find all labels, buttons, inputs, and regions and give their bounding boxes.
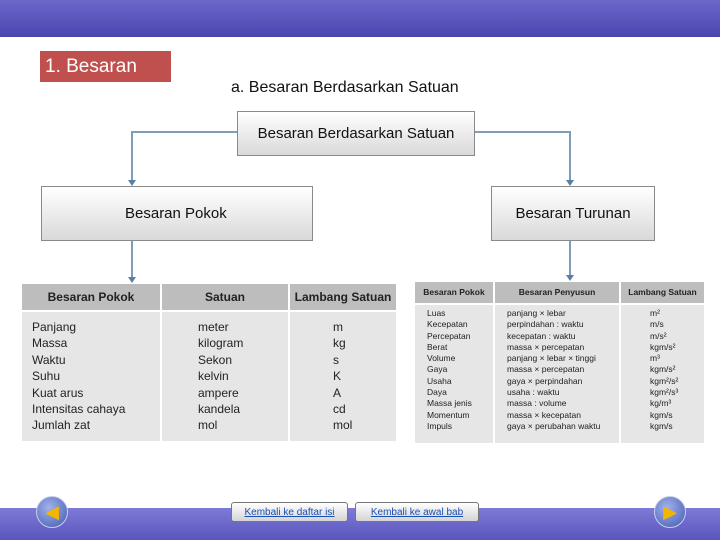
connector-pokok-table xyxy=(131,241,133,278)
top-bar xyxy=(0,0,720,37)
table-header-cell: Besaran Pokok xyxy=(47,290,135,304)
connector-root-right xyxy=(475,131,570,133)
connector-right-down xyxy=(569,131,571,181)
connector-left-down xyxy=(131,131,133,181)
table-divider xyxy=(493,282,495,443)
table-column-penyusun: panjang × lebar perpindahan : waktu kecepatan : waktu massa × percepatan panjang × lebar × tinggi massa × percepatan gaya × perpindahan usaha : waktu massa : volume massa × kecepatan gaya × perubahan waktu xyxy=(507,308,601,431)
table-divider xyxy=(288,284,290,441)
toc-link-button[interactable]: Kembali ke daftar isi xyxy=(231,502,348,522)
diagram-node-turunan: Besaran Turunan xyxy=(491,186,655,241)
connector-turunan-table xyxy=(569,241,571,276)
table-besaran-pokok xyxy=(22,284,396,441)
table-column-lambang: m kg s K A cd mol xyxy=(333,320,353,433)
left-arrow-icon: ◀ xyxy=(45,502,59,522)
next-slide-button[interactable] xyxy=(654,496,686,528)
right-arrow-icon: ▶ xyxy=(663,502,677,522)
table-column-besaran: Panjang Massa Waktu Suhu Kuat arus Intensitas cahaya Jumlah zat xyxy=(32,320,126,433)
table-column-besaran: Luas Kecepatan Percepatan Berat Volume Gaya Usaha Daya Massa jenis Momentum Impuls xyxy=(427,308,472,431)
slide-subtitle: a. Besaran Berdasarkan Satuan xyxy=(231,79,459,96)
table-header-cell: Besaran Penyusun xyxy=(518,287,596,297)
table-divider xyxy=(160,284,162,441)
connector-root-left xyxy=(131,131,237,133)
table-besaran-turunan xyxy=(415,282,704,443)
table-header-cell: Satuan xyxy=(204,290,245,304)
table-header-cell: Besaran Pokok xyxy=(423,287,485,297)
diagram-root-node: Besaran Berdasarkan Satuan xyxy=(237,111,475,156)
section-label: 1. Besaran xyxy=(40,51,171,82)
table-column-satuan: meter kilogram Sekon kelvin ampere kandela mol xyxy=(198,320,244,433)
table-header-cell: Lambang Satuan xyxy=(628,287,697,297)
arrow-table-right-icon xyxy=(566,275,574,281)
prev-slide-button[interactable] xyxy=(36,496,68,528)
chapter-start-link-button[interactable]: Kembali ke awal bab xyxy=(355,502,479,522)
table-header-cell: Lambang Satuan xyxy=(294,290,392,304)
diagram-node-pokok: Besaran Pokok xyxy=(41,186,313,241)
table-divider xyxy=(415,303,704,305)
table-divider xyxy=(22,310,396,312)
table-divider xyxy=(619,282,621,443)
arrow-table-left-icon xyxy=(128,277,136,283)
table-column-lambang: m² m/s m/s² kgm/s² m³ kgm/s² kgm²/s² kgm²/s³ kg/m³ kgm/s kgm/s xyxy=(650,308,679,431)
